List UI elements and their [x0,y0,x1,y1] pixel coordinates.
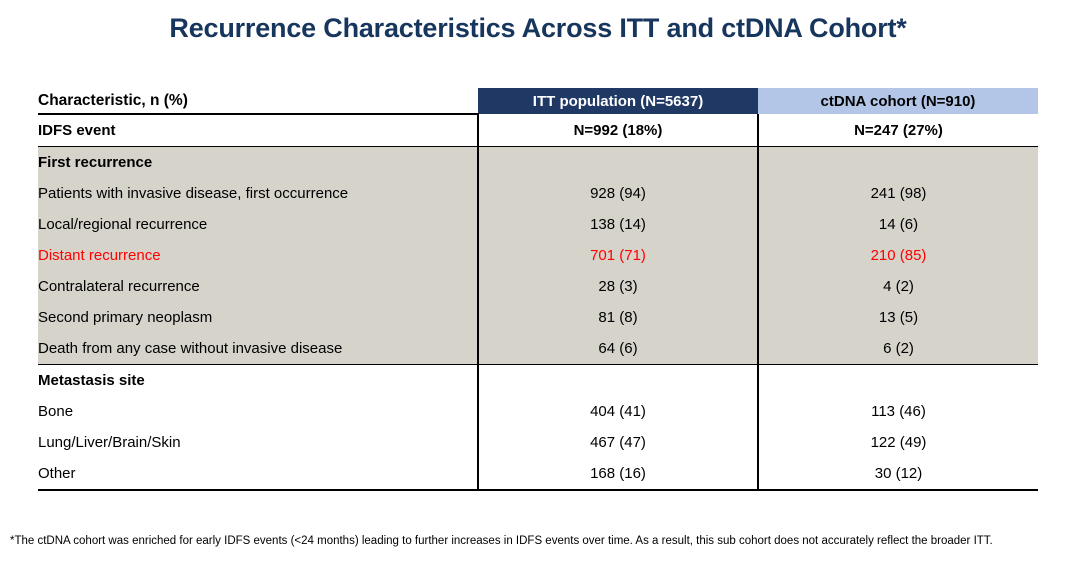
row-label-distant-recurrence: Distant recurrence [38,240,478,271]
table-row [38,333,1038,365]
row-label-idfs-event: IDFS event [38,114,478,147]
table-row [38,240,1038,271]
column-header-itt-population: ITT population (N=5637) [478,88,758,114]
row-value-itt-first-recurrence [478,147,758,179]
row-label-metastasis-site: Metastasis site [38,365,478,397]
row-label-invasive-disease-first-occurrence: Patients with invasive disease, first occurrence [38,178,478,209]
table-row [38,365,1038,397]
table-row [38,209,1038,240]
row-value-itt-bone: 404 (41) [478,396,758,427]
table-header [38,88,1038,114]
row-label-first-recurrence: First recurrence [38,147,478,179]
column-header-characteristic: Characteristic, n (%) [38,88,478,114]
row-label-other: Other [38,458,478,490]
row-value-itt-death-without-invasive-disease: 64 (6) [478,333,758,365]
row-value-itt-invasive-disease-first-occurrence: 928 (94) [478,178,758,209]
row-value-itt-other: 168 (16) [478,458,758,490]
row-value-ctdna-bone: 113 (46) [758,396,1038,427]
table-row [38,396,1038,427]
row-value-itt-local-regional-recurrence: 138 (14) [478,209,758,240]
recurrence-table-container [38,88,1038,491]
table-row [38,178,1038,209]
row-value-ctdna-idfs-event: N=247 (27%) [758,114,1038,147]
row-value-itt-idfs-event: N=992 (18%) [478,114,758,147]
column-header-ctdna-cohort: ctDNA cohort (N=910) [758,88,1038,114]
table-header-row [38,88,1038,114]
row-value-ctdna-first-recurrence [758,147,1038,179]
row-value-ctdna-contralateral-recurrence: 4 (2) [758,271,1038,302]
table-row [38,302,1038,333]
row-label-bone: Bone [38,396,478,427]
row-value-itt-lung-liver-brain-skin: 467 (47) [478,427,758,458]
row-label-death-without-invasive-disease: Death from any case without invasive disease [38,333,478,365]
row-label-lung-liver-brain-skin: Lung/Liver/Brain/Skin [38,427,478,458]
row-value-itt-distant-recurrence: 701 (71) [478,240,758,271]
row-value-ctdna-invasive-disease-first-occurrence: 241 (98) [758,178,1038,209]
row-value-ctdna-local-regional-recurrence: 14 (6) [758,209,1038,240]
row-value-ctdna-second-primary-neoplasm: 13 (5) [758,302,1038,333]
row-label-second-primary-neoplasm: Second primary neoplasm [38,302,478,333]
table-row [38,458,1038,490]
row-value-itt-metastasis-site [478,365,758,397]
page-title: Recurrence Characteristics Across ITT and ctDNA Cohort* [169,13,907,43]
table-row [38,271,1038,302]
row-value-ctdna-death-without-invasive-disease: 6 (2) [758,333,1038,365]
row-value-itt-contralateral-recurrence: 28 (3) [478,271,758,302]
row-value-ctdna-distant-recurrence: 210 (85) [758,240,1038,271]
row-value-itt-second-primary-neoplasm: 81 (8) [478,302,758,333]
recurrence-table [38,88,1038,491]
table-row [38,427,1038,458]
row-label-contralateral-recurrence: Contralateral recurrence [38,271,478,302]
row-label-local-regional-recurrence: Local/regional recurrence [38,209,478,240]
table-row [38,114,1038,147]
row-value-ctdna-lung-liver-brain-skin: 122 (49) [758,427,1038,458]
table-body [38,114,1038,490]
row-value-ctdna-other: 30 (12) [758,458,1038,490]
row-value-ctdna-metastasis-site [758,365,1038,397]
footnote: *The ctDNA cohort was enriched for early IDFS events (<24 months) leading to further increases in IDFS events over time. As a result, this sub cohort does not accurately reflect the broader ITT. [10,535,993,547]
table-row [38,147,1038,179]
